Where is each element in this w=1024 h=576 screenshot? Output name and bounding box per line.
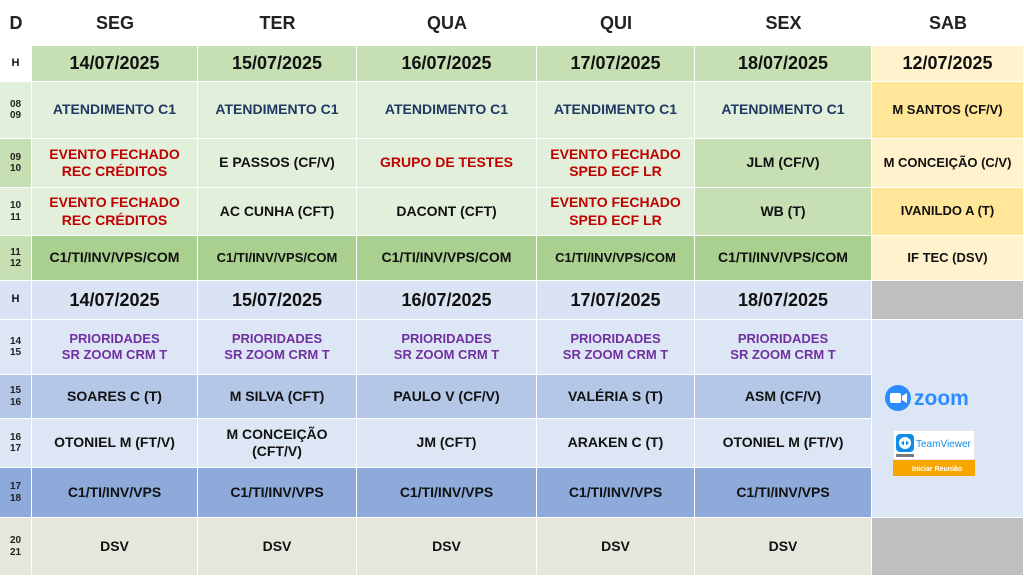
date-cell: 16/07/2025 xyxy=(357,46,537,82)
schedule-cell: C1/TI/INV/VPS/COM xyxy=(695,236,872,281)
schedule-cell: DSV xyxy=(695,518,872,576)
schedule-cell: DSV xyxy=(198,518,357,576)
schedule-cell: WB (T) xyxy=(695,188,872,236)
schedule-cell: ATENDIMENTO C1 xyxy=(32,82,198,139)
saturday-empty-cell xyxy=(872,518,1024,576)
schedule-cell: JLM (CF/V) xyxy=(695,139,872,188)
day-header-qui: QUI xyxy=(537,0,695,46)
schedule-cell: C1/TI/INV/VPS xyxy=(357,468,537,518)
schedule-cell: C1/TI/INV/VPS/COM xyxy=(537,236,695,281)
schedule-cell: M SANTOS (CF/V) xyxy=(872,82,1024,139)
time-slot: 11 12 xyxy=(0,236,32,281)
schedule-cell: EVENTO FECHADO SPED ECF LR xyxy=(537,188,695,236)
schedule-cell: EVENTO FECHADO SPED ECF LR xyxy=(537,139,695,188)
schedule-cell: JM (CFT) xyxy=(357,419,537,468)
date-cell: 15/07/2025 xyxy=(198,281,357,320)
zoom-text: zoom xyxy=(914,387,969,410)
time-slot: 15 16 xyxy=(0,375,32,419)
date-cell: 14/07/2025 xyxy=(32,46,198,82)
schedule-cell: C1/TI/INV/VPS xyxy=(695,468,872,518)
schedule-cell: ARAKEN C (T) xyxy=(537,419,695,468)
teamviewer-logo[interactable] xyxy=(893,430,975,476)
date-cell: 15/07/2025 xyxy=(198,46,357,82)
zoom-icon xyxy=(884,383,976,413)
time-slot: 14 15 xyxy=(0,320,32,375)
teamviewer-text: TeamViewer xyxy=(916,439,971,450)
day-header-qua: QUA xyxy=(357,0,537,46)
schedule-cell: ATENDIMENTO C1 xyxy=(537,82,695,139)
schedule-cell: ATENDIMENTO C1 xyxy=(695,82,872,139)
schedule-cell: SOARES C (T) xyxy=(32,375,198,419)
date-cell: 14/07/2025 xyxy=(32,281,198,320)
time-slot: 16 17 xyxy=(0,419,32,468)
date-cell: 18/07/2025 xyxy=(695,46,872,82)
date-cell: 18/07/2025 xyxy=(695,281,872,320)
schedule-cell: PAULO V (CF/V) xyxy=(357,375,537,419)
schedule-cell: AC CUNHA (CFT) xyxy=(198,188,357,236)
time-slot: 09 10 xyxy=(0,139,32,188)
schedule-cell: ATENDIMENTO C1 xyxy=(357,82,537,139)
schedule-cell: C1/TI/INV/VPS/COM xyxy=(32,236,198,281)
schedule-cell: PRIORIDADES SR ZOOM CRM T xyxy=(695,320,872,375)
time-slot: 08 09 xyxy=(0,82,32,139)
schedule-cell: VALÉRIA S (T) xyxy=(537,375,695,419)
day-header-d: D xyxy=(0,0,32,46)
schedule-cell: EVENTO FECHADO REC CRÉDITOS xyxy=(32,139,198,188)
date-cell-empty xyxy=(872,281,1024,320)
schedule-cell: C1/TI/INV/VPS/COM xyxy=(198,236,357,281)
schedule-cell: M CONCEIÇÃO (CFT/V) xyxy=(198,419,357,468)
day-header-seg: SEG xyxy=(32,0,198,46)
date-cell: 16/07/2025 xyxy=(357,281,537,320)
time-slot: 10 11 xyxy=(0,188,32,236)
schedule-cell: E PASSOS (CF/V) xyxy=(198,139,357,188)
time-slot: 17 18 xyxy=(0,468,32,518)
day-header-sex: SEX xyxy=(695,0,872,46)
schedule-cell: PRIORIDADES SR ZOOM CRM T xyxy=(32,320,198,375)
schedule-cell: EVENTO FECHADO REC CRÉDITOS xyxy=(32,188,198,236)
schedule-cell: ATENDIMENTO C1 xyxy=(198,82,357,139)
schedule-cell: IF TEC (DSV) xyxy=(872,236,1024,281)
schedule-cell: M CONCEIÇÃO (C/V) xyxy=(872,139,1024,188)
hour-label: H xyxy=(0,281,32,320)
schedule-cell: PRIORIDADES SR ZOOM CRM T xyxy=(198,320,357,375)
schedule-cell: DSV xyxy=(357,518,537,576)
schedule-cell: DSV xyxy=(537,518,695,576)
hour-label: H xyxy=(0,46,32,82)
day-header-ter: TER xyxy=(198,0,357,46)
saturday-links-panel xyxy=(872,320,1024,518)
date-cell: 17/07/2025 xyxy=(537,281,695,320)
schedule-cell: GRUPO DE TESTES xyxy=(357,139,537,188)
time-slot: 20 21 xyxy=(0,518,32,576)
schedule-cell: OTONIEL M (FT/V) xyxy=(695,419,872,468)
schedule-cell: PRIORIDADES SR ZOOM CRM T xyxy=(537,320,695,375)
date-cell: 17/07/2025 xyxy=(537,46,695,82)
teamviewer-icon xyxy=(893,430,975,476)
schedule-cell: IVANILDO A (T) xyxy=(872,188,1024,236)
schedule-cell: PRIORIDADES SR ZOOM CRM T xyxy=(357,320,537,375)
teamviewer-button-text: Iniciar Reunião xyxy=(912,466,963,473)
schedule-cell: ASM (CF/V) xyxy=(695,375,872,419)
schedule-cell: C1/TI/INV/VPS xyxy=(537,468,695,518)
schedule-cell: DACONT (CFT) xyxy=(357,188,537,236)
schedule-cell: M SILVA (CFT) xyxy=(198,375,357,419)
schedule-cell: C1/TI/INV/VPS xyxy=(32,468,198,518)
schedule-cell: OTONIEL M (FT/V) xyxy=(32,419,198,468)
schedule-cell: C1/TI/INV/VPS xyxy=(198,468,357,518)
zoom-logo[interactable] xyxy=(884,383,976,413)
day-header-sab: SAB xyxy=(872,0,1024,46)
date-cell: 12/07/2025 xyxy=(872,46,1024,82)
schedule-cell: DSV xyxy=(32,518,198,576)
schedule-cell: C1/TI/INV/VPS/COM xyxy=(357,236,537,281)
